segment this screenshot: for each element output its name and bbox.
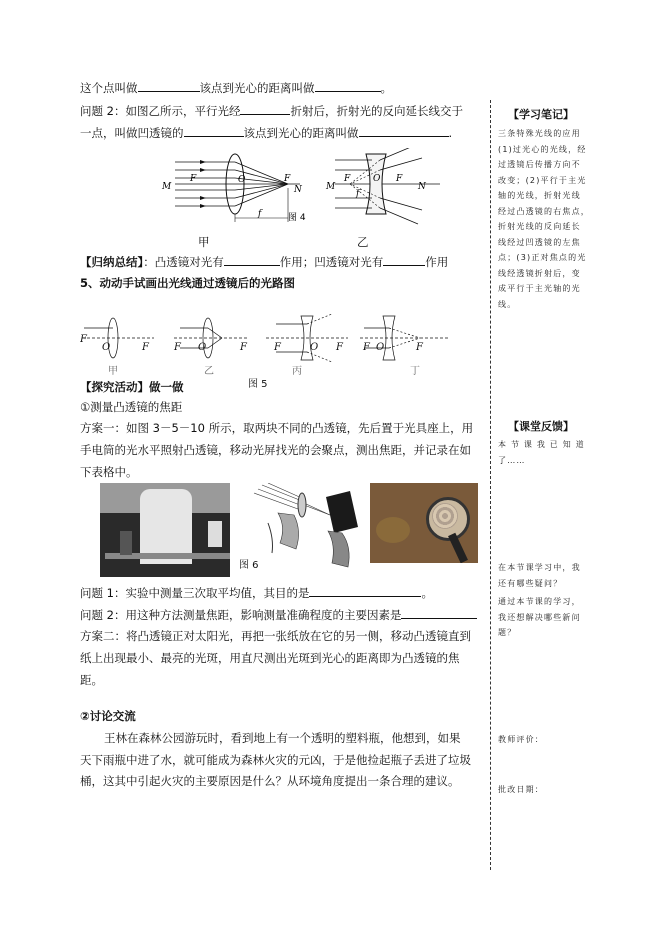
point-F: F — [416, 342, 423, 353]
point-O: O — [373, 174, 381, 184]
discussion-line3: 桶，这其中引起火灾的主要原因是什么？从环境角度提出一条合理的建议。 — [80, 774, 460, 788]
blank-field[interactable] — [240, 101, 290, 115]
figure-4-caption: 图 4 — [288, 213, 306, 223]
teacher-evaluation: 教师评价： — [498, 735, 544, 744]
feedback-new-problems: 通过本节课的学习， 我还想解决哪些新问 题？ — [498, 597, 581, 637]
question-2-line2: 一点，叫做凹透镜的 该点到光心的距离叫做 . — [80, 123, 452, 143]
plan-1-line1: 方案一：如图 3－5－10 所示，取两块不同的凸透镜，先后置于光具座上，用 — [80, 421, 474, 435]
blank-field[interactable] — [383, 252, 425, 266]
point-F: F — [284, 174, 291, 184]
discussion-line1: 王林在森林公园游玩时，看到地上有一个透明的塑料瓶，他想到，如果 — [104, 731, 461, 745]
label-jia: 甲 — [108, 366, 118, 377]
point-F: F — [240, 342, 247, 353]
feedback-questions: 在本节课学习中，我 还有哪些疑问？ — [498, 563, 581, 588]
blank-field[interactable] — [138, 78, 200, 92]
figure-5-caption: 图 5 — [248, 379, 268, 390]
figure-6-caption: 图 6 — [239, 560, 259, 571]
point-F: F — [190, 174, 197, 184]
summary-line: 【归纳总结】：凸透镜对光有 作用；凹透镜对光有 作用 — [80, 252, 448, 272]
plan-2-line2: 纸上出现最小、最亮的光斑，用直尺测出光斑到光心的距离即为凸透镜的焦 — [80, 651, 460, 665]
point-M: M — [326, 182, 336, 192]
point-O: O — [376, 342, 385, 353]
point-F: F — [80, 334, 87, 345]
convex-lens-diagram — [161, 154, 303, 222]
notes-title: 【学习笔记】 — [508, 108, 574, 121]
plan-1-line2: 手电筒的光水平照射凸透镜，移动光屏找光的会聚点，测出焦距，并记录在如 — [80, 443, 471, 457]
point-F: F — [174, 342, 181, 353]
point-N: N — [294, 185, 302, 195]
point-N: N — [418, 182, 426, 192]
feedback-known: 本 节 课 我 已 知 道 了…… — [498, 440, 585, 465]
notes-content: 三条特殊光线的应用 (1)过光心的光线，经 过透镜后传播方向不 改变；(2)平行于主光 轴的光线，折射光线 经过凸透镜的右焦点， 折射光线的反向延长 线经过凹透镜的左焦 点；(3)正对焦点的光 线经透镜折射后，变 成平行于主光轴的光 线。 — [498, 129, 590, 309]
feedback-title: 【课堂反馈】 — [508, 420, 574, 433]
item-1-title: ①测量凸透镜的焦距 — [80, 400, 183, 414]
fill-line-1: 这个点叫做 该点到光心的距离叫做 。 — [80, 78, 392, 98]
explore-heading: 【探究活动】做一做 — [80, 380, 184, 394]
section-5-heading: 5、动动手试画出光线通过透镜后的光路图 — [80, 276, 295, 290]
point-F: F — [396, 174, 403, 184]
focal-length-f: f — [356, 189, 360, 199]
item-2-title: ②讨论交流 — [80, 709, 136, 723]
label-ding: 丁 — [410, 366, 420, 377]
blank-field[interactable] — [315, 78, 381, 92]
label-jia: 甲 — [198, 235, 210, 249]
magnifier-on-ground-photo — [370, 483, 478, 563]
focal-length-f: f — [258, 209, 262, 219]
plan-2-line3: 距。 — [80, 673, 103, 687]
question-2b-line: 问题 2：用这种方法测量焦距，影响测量准确程度的主要因素是 — [80, 605, 477, 625]
plan-1-line3: 下表格中。 — [80, 465, 138, 479]
question-1-line: 问题 1：实验中测量三次取平均值，其目的是 。 — [80, 583, 433, 603]
discussion-line2: 天下雨瓶中进了水，就可能成为森林火灾的元凶，于是他捡起瓶子丢进了垃圾 — [80, 753, 471, 767]
point-F: F — [336, 342, 343, 353]
concave-lens-diagram — [325, 148, 440, 224]
point-M: M — [162, 182, 172, 192]
point-F: F — [142, 342, 149, 353]
point-O: O — [198, 342, 207, 353]
point-F: F — [344, 174, 351, 184]
blank-field[interactable] — [184, 123, 244, 137]
label-yi: 乙 — [357, 235, 369, 249]
point-O: O — [102, 342, 111, 353]
plan-2-line1: 方案二：将凸透镜正对太阳光，再把一张纸放在它的另一侧，移动凸透镜直到 — [80, 629, 471, 643]
blank-field[interactable] — [309, 583, 421, 597]
figure-4-lens-diagram — [160, 148, 460, 232]
point-O: O — [310, 342, 319, 353]
figure-5-lens-exercises — [80, 302, 460, 384]
blank-field[interactable] — [359, 123, 449, 137]
label-bing: 丙 — [292, 366, 302, 377]
blank-field[interactable] — [401, 605, 477, 619]
point-F: F — [363, 342, 370, 353]
review-date: 批改日期： — [498, 785, 544, 794]
optical-bench-photo — [100, 483, 230, 577]
question-2-line1: 问题 2：如图乙所示，平行光经 折射后，折射光的反向延长线交于 — [80, 101, 463, 121]
blank-field[interactable] — [224, 252, 280, 266]
point-F: F — [274, 342, 281, 353]
column-divider — [490, 100, 491, 870]
point-O: O — [238, 175, 246, 185]
label-yi: 乙 — [204, 366, 214, 377]
